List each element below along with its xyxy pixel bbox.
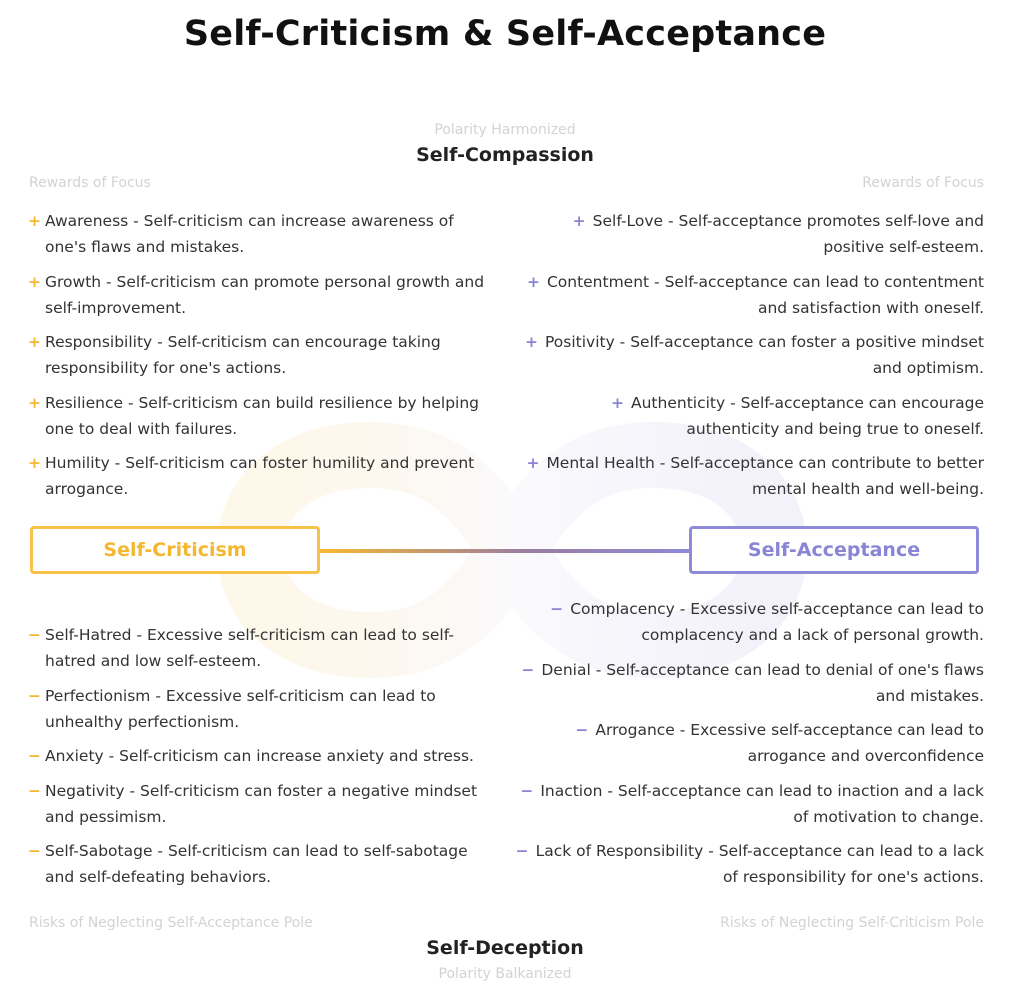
plus-icon: + <box>526 454 540 472</box>
page-title: Self-Criticism & Self-Acceptance <box>183 14 827 54</box>
list-item: + Humility - Self-criticism can foster humility and prevent arrogance. <box>28 450 498 502</box>
minus-icon: − <box>520 781 534 800</box>
list-item: − Negativity - Self-criticism can foster a negative mindset and pessimism. <box>28 778 498 830</box>
right-risks-label: Risks of Neglecting Self-Criticism Pole <box>720 915 984 931</box>
minus-icon: − <box>28 747 41 765</box>
right-rewards-list <box>514 208 984 511</box>
top-caption: Polarity Harmonized <box>434 122 576 138</box>
list-item: − Lack of Responsibility - Self-acceptance can lead to a lack of responsibility for one's actions. <box>515 842 984 886</box>
left-rewards-list <box>28 208 498 511</box>
list-item: + Awareness - Self-criticism can increase awareness of one's flaws and mistakes. <box>28 208 498 260</box>
minus-icon: − <box>550 600 564 618</box>
list-item: − Perfectionism - Excessive self-criticism can lead to unhealthy perfectionism. <box>28 683 498 735</box>
right-rewards-label: Rewards of Focus <box>862 175 984 191</box>
plus-icon: + <box>28 333 41 351</box>
list-item: + Authenticity - Self-acceptance can encourage authenticity and being true to oneself. <box>611 393 984 438</box>
left-risks-label: Risks of Neglecting Self-Acceptance Pole <box>29 915 313 931</box>
list-item: − Self-Sabotage - Self-criticism can lead to self-sabotage and self-defeating behaviors. <box>28 838 498 890</box>
minus-icon: − <box>28 781 41 800</box>
plus-icon: + <box>611 393 624 412</box>
list-item: − Anxiety - Self-criticism can increase anxiety and stress. <box>28 743 498 769</box>
list-item: − Inaction - Self-acceptance can lead to inaction and a lack of motivation to change. <box>520 781 984 826</box>
left-risks-list <box>28 622 498 899</box>
plus-icon: + <box>28 393 41 412</box>
right-pole-box: Self-Acceptance <box>689 526 979 574</box>
list-item: − Complacency - Excessive self-acceptance can lead to complacency and a lack of personal growth. <box>550 600 984 644</box>
minus-icon: − <box>28 686 41 705</box>
list-item: + Positivity - Self-acceptance can foster a positive mindset and optimism. <box>524 333 984 377</box>
list-item: + Resilience - Self-criticism can build resilience by helping one to deal with failures. <box>28 390 498 442</box>
minus-icon: − <box>575 721 589 739</box>
list-item: − Arrogance - Excessive self-acceptance can lead to arrogance and overconfidence <box>575 721 984 765</box>
minus-icon: − <box>28 626 41 644</box>
minus-icon: − <box>521 660 535 679</box>
plus-icon: + <box>28 454 41 472</box>
minus-icon: − <box>515 842 529 860</box>
bottom-pole-name: Self-Deception <box>426 937 584 959</box>
plus-icon: + <box>572 212 586 230</box>
list-item: + Responsibility - Self-criticism can encourage taking responsibility for one's actions. <box>28 329 498 381</box>
plus-icon: + <box>28 272 41 291</box>
plus-icon: + <box>526 272 540 291</box>
plus-icon: + <box>28 212 41 230</box>
list-item: + Growth - Self-criticism can promote personal growth and self-improvement. <box>28 269 498 321</box>
list-item: + Contentment - Self-acceptance can lead to contentment and satisfaction with oneself. <box>526 272 984 317</box>
plus-icon: + <box>524 333 538 351</box>
minus-icon: − <box>28 842 41 860</box>
pole-connector-line <box>320 549 689 553</box>
bottom-caption: Polarity Balkanized <box>438 966 572 982</box>
left-pole-box: Self-Criticism <box>30 526 320 574</box>
top-pole-name: Self-Compassion <box>416 144 594 166</box>
list-item: − Self-Hatred - Excessive self-criticism can lead to self-hatred and low self-esteem. <box>28 622 498 674</box>
right-risks-list <box>514 596 984 899</box>
list-item: + Mental Health - Self-acceptance can contribute to better mental health and well-being. <box>526 454 984 498</box>
left-rewards-label: Rewards of Focus <box>29 175 151 191</box>
list-item: − Denial - Self-acceptance can lead to denial of one's flaws and mistakes. <box>521 660 984 705</box>
list-item: + Self-Love - Self-acceptance promotes self-love and positive self-esteem. <box>572 212 984 256</box>
